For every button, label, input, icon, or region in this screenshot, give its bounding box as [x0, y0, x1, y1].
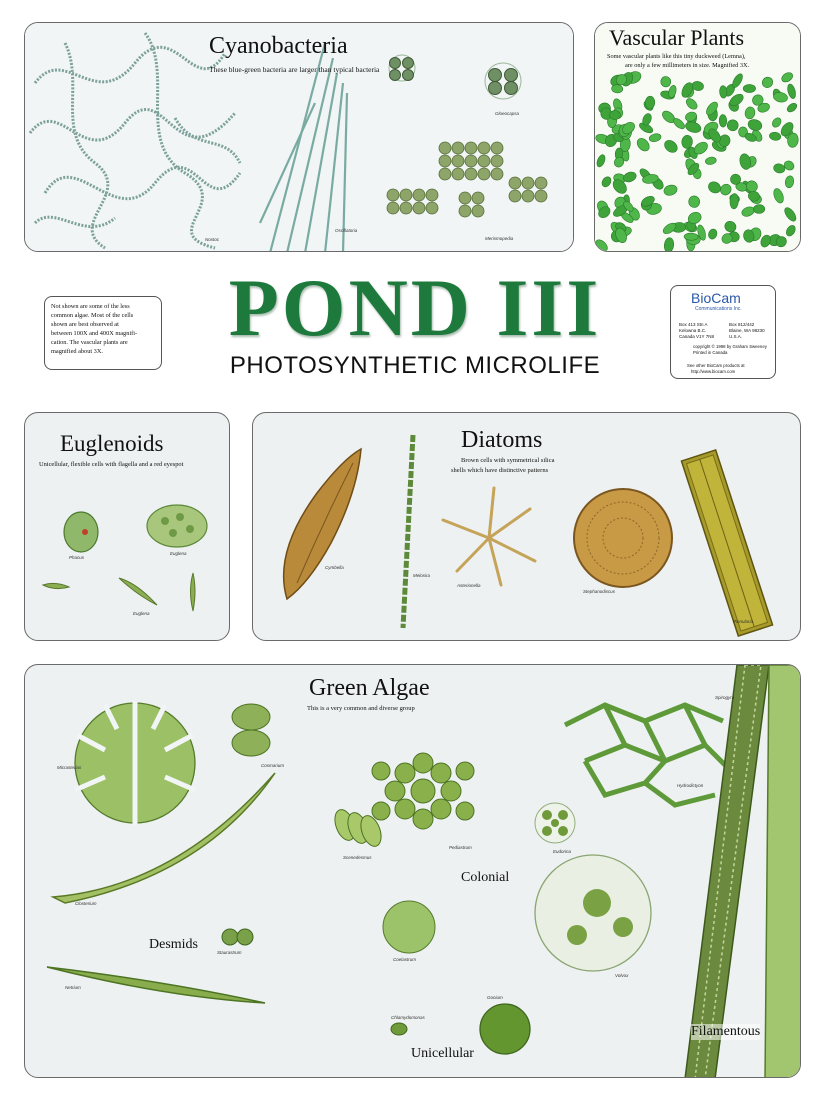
- note-line-3: shown are best observed at: [51, 321, 119, 328]
- publisher-box: [670, 285, 776, 379]
- green-algae-panel: [24, 664, 801, 1078]
- green-algae-title: Green Algae: [309, 675, 430, 701]
- note-box: [44, 296, 162, 370]
- diatoms-caption-1: Brown cells with symmetrical silica: [461, 457, 555, 464]
- duckweed-frond: [743, 84, 755, 92]
- group-label-colonial: Colonial: [461, 870, 510, 885]
- vascular-caption-2: are only a few millimeters in size. Magnified 3X.: [625, 62, 750, 69]
- diatoms-panel: [252, 412, 801, 641]
- copyright-1: copyright © 1998 by Graham Sweeney: [693, 344, 767, 349]
- label-phacus: Phacus: [69, 555, 85, 560]
- note-line-1: Not shown are some of the less: [51, 303, 130, 310]
- vascular-plants-panel: [594, 22, 801, 252]
- label-gonium: Gonium: [487, 995, 503, 1000]
- address-left-2: Kelowna B.C.: [679, 328, 707, 333]
- address-right-3: U.S.A.: [729, 334, 743, 339]
- label-cosmarium: Cosmarium: [261, 763, 285, 768]
- label-scenedesmus: Scenedesmus: [343, 855, 372, 860]
- euglenoids-caption: Unicellular, flexible cells with flagella and a red eyespot: [39, 461, 184, 468]
- copyright-2: Printed in Canada: [693, 350, 728, 355]
- address-right-1: Box 812/442: [729, 322, 755, 327]
- address-left-1: Box 413 Stn A: [679, 322, 708, 327]
- label-spirogyra: Spirogyra: [715, 695, 735, 700]
- label-euglena-2: Euglena: [133, 611, 150, 616]
- group-label-unicellular: Unicellular: [411, 1046, 474, 1061]
- diatoms-caption-2: shells which have distinctive patterns: [451, 467, 549, 474]
- biocam-logo: BioCam: [691, 290, 741, 306]
- label-staurastrum: Staurastrum: [217, 950, 242, 955]
- label-netrium: Netrium: [65, 985, 81, 990]
- vascular-plants-title: Vascular Plants: [609, 25, 745, 50]
- label-nostoc: Nostoc: [205, 237, 220, 242]
- duckweed-frond: [684, 233, 698, 240]
- label-stephanodiscus: Stephanodiscus: [583, 589, 616, 594]
- vascular-caption-1: Some vascular plants like this tiny duckweed (Lemna),: [607, 53, 746, 60]
- group-label-desmids: Desmids: [149, 937, 198, 952]
- label-hydrodictyon: Hydrodictyon: [677, 783, 704, 788]
- label-gloeocapsa: Gloeocapsa: [495, 111, 520, 116]
- green-algae-caption: This is a very common and diverse group: [307, 705, 415, 712]
- label-closterium: Closterium: [75, 901, 97, 906]
- label-eudorina: Eudorina: [553, 849, 572, 854]
- label-melosira: Melosira: [413, 573, 431, 578]
- label-oscillatoria: Oscillatoria: [335, 228, 358, 233]
- cyanobacteria-panel: [24, 22, 574, 252]
- address-left-3: Canada V1Y 7N8: [679, 334, 714, 339]
- euglenoids-title: Euglenoids: [60, 431, 164, 456]
- cyanobacteria-caption: These blue-green bacteria are larger than typical bacteria: [209, 65, 380, 74]
- note-line-6: magnified about 3X.: [51, 348, 103, 355]
- label-cymbella: Cymbella: [325, 565, 344, 570]
- label-pinnularia: Pinnularia: [733, 619, 754, 624]
- label-merismopedia: Merismopedia: [485, 236, 514, 241]
- note-line-2: common algae. Most of the cells: [51, 312, 134, 319]
- duckweed-frond: [609, 110, 620, 119]
- label-micrasterias: Micrasterias: [57, 765, 82, 770]
- note-line-4: between 100X and 400X magnifi-: [51, 330, 138, 337]
- label-volvox: Volvox: [615, 973, 629, 978]
- more-products-1: See other BioCam products at: [687, 363, 745, 368]
- poster-title: POND III: [228, 262, 602, 353]
- address-right-2: Blaine, WA 98230: [729, 328, 765, 333]
- biocam-logo-sub: Communications Inc.: [695, 306, 742, 312]
- note-line-5: cation. The vascular plants are: [51, 339, 128, 346]
- duckweed-frond: [753, 204, 765, 213]
- label-coelastrum: Coelastrum: [393, 957, 417, 962]
- duckweed-frond: [730, 174, 741, 185]
- poster-subtitle: PHOTOSYNTHETIC MICROLIFE: [229, 352, 601, 379]
- label-chlamydomonas: Chlamydomonas: [391, 1015, 425, 1020]
- label-asterionella: Asterionella: [457, 583, 481, 588]
- duckweed-frond: [719, 114, 727, 127]
- group-label-filamentous: Filamentous: [691, 1024, 761, 1039]
- diatoms-title: Diatoms: [461, 427, 543, 453]
- label-pediastrum: Pediastrum: [449, 845, 472, 850]
- euglenoids-panel: [24, 412, 230, 641]
- cyanobacteria-title: Cyanobacteria: [209, 33, 348, 59]
- label-euglena-1: Euglena: [170, 551, 187, 556]
- more-products-2[interactable]: http://www.biocam.com: [691, 369, 736, 374]
